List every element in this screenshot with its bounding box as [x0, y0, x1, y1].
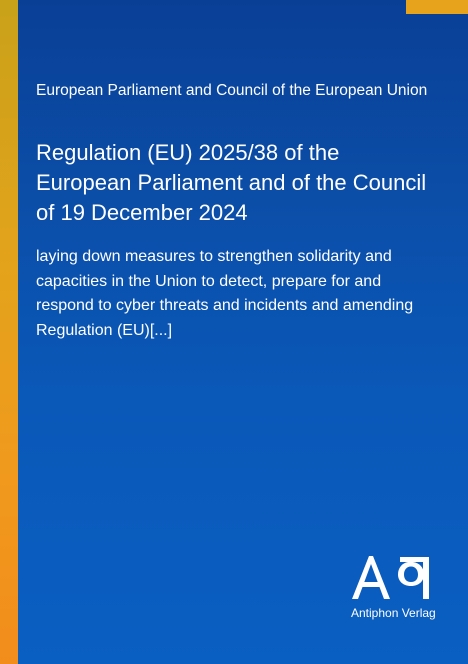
book-title: Regulation (EU) 2025/38 of the European Parliament and of the Council of 19 December 2024 — [36, 140, 427, 225]
author-name: European Parliament and Council of the European Union — [36, 82, 428, 99]
antiphon-ap-logo-icon — [350, 553, 432, 601]
corner-accent-bar — [406, 0, 468, 14]
publisher-name: Antiphon Verlag — [351, 606, 436, 620]
spine-edge-strip — [0, 0, 18, 664]
book-subtitle: laying down measures to strengthen solidarity and capacities in the Union to detect, prepare for and respond to cyber threats and incidents and amending Regulation (EU)[...] — [36, 248, 414, 339]
